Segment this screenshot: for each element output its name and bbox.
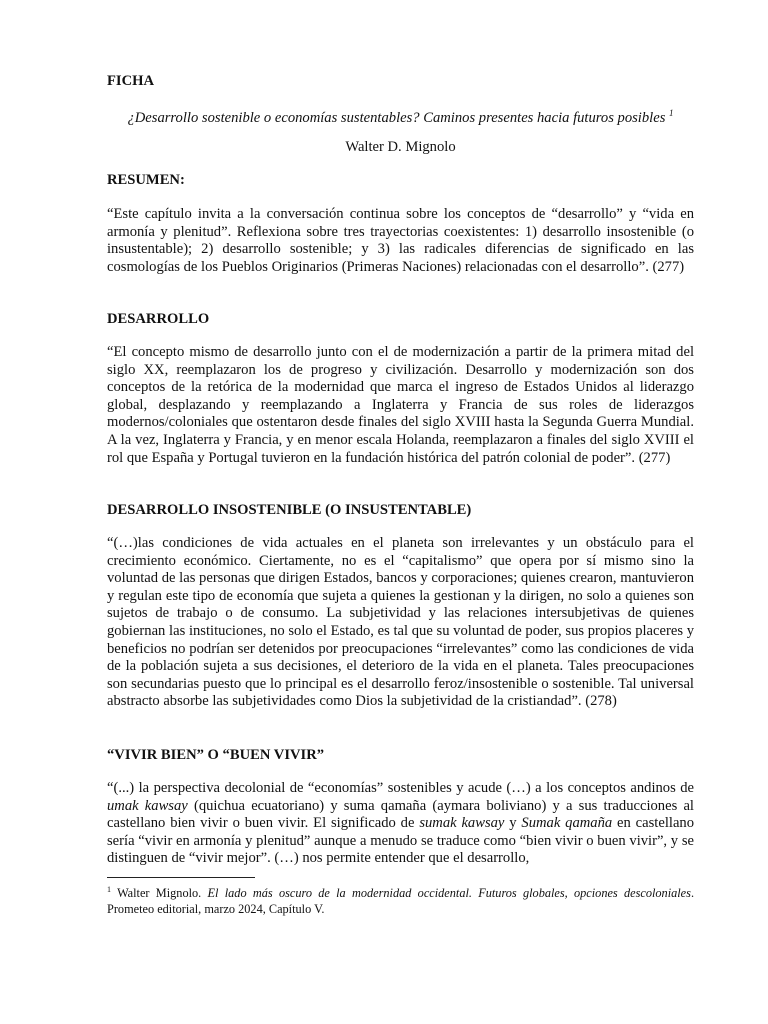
section-heading-resumen: RESUMEN: — [107, 172, 185, 188]
footnote-author: Walter Mignolo. — [117, 886, 202, 900]
body-text: “(...) la perspectiva decolonial de “economías” sostenibles y acude (…) a los conceptos andinos de — [107, 780, 694, 796]
body-term-italic: Sumak qamaña — [521, 815, 613, 832]
section-heading-insostenible: DESARROLLO INSOSTENIBLE (O INSUSTENTABLE) — [107, 502, 472, 518]
body-term-italic: sumak kawsay — [419, 815, 505, 832]
footnote-rest: . Prometeo editorial, marzo 2024, Capítulo V. — [107, 886, 695, 916]
document-label: FICHA — [107, 73, 155, 89]
section-body-insostenible: “(…)las condiciones de vida actuales en el planeta son irrelevantes y un obstáculo para el crecimiento económico. Ciertamente, no es el “capitalismo” que opera por sí mismo sino la voluntad de las personas que dirigen Estados, bancos y corporaciones; quienes crearon, mantuvieron y regulan este tipo de economía que sujeta a quienes la gestionan y la dirigen, no solo a quienes son sujetos de trabajo o de consumo. La subjetividad y las relaciones intersubjetivas de quienes gobiernan las instituciones, no solo el Estado, es tal que su voluntad de poder, sus propios placeres y beneficios no podrían ser detenidos por preocupaciones “irrelevantes” como las condiciones de vida de la población sujeta a sus decisiones, el deterioro de la vida en el planeta. Tales preocupaciones son secundarias puesto que lo principal es el desarrollo feroz/insostenible o sostenible. Tal universal abstracto absorbe las subjetividades como Dios la subjetividad de la cristiandad”. (278) — [107, 535, 694, 710]
section-body-vivir-bien — [107, 780, 694, 868]
document-author: Walter D. Mignolo — [345, 139, 456, 155]
footnote — [107, 882, 694, 917]
section-body-desarrollo: “El concepto mismo de desarrollo junto con el de modernización a partir de la primera mitad del siglo XX, reemplazaron los de progreso y civilización. Desarrollo y modernización son dos conceptos de la retórica de la modernidad que marca el ingreso de Estados Unidos al liderazgo global, desplazando y reemplazando a Inglaterra y Francia de sus roles de liderazgos modernos/coloniales que ostentaron desde finales del siglo XVIII hasta la Segunda Guerra Mundial. A la vez, Inglaterra y Francia, y en menor escala Holanda, reemplazaron a finales del siglo XVIII el rol que España y Portugal tuvieron en la fundación histórica del patrón colonial de poder”. (277) — [107, 344, 694, 466]
footnote-divider — [107, 877, 255, 878]
body-text: en castellano sería “vivir en armonía y plenitud” aunque a menudo se traduce como “bien vivir o buen vivir”, y se distinguen de “vivir mejor”. (…) nos permite entender que el desarrollo, — [107, 815, 695, 867]
body-text: (quichua ecuatoriano) y suma qamaña (aymara boliviano) y a sus traducciones al castellano bien vivir o buen vivir. El significado de — [107, 797, 694, 832]
footnote-reference: 1 — [669, 108, 674, 118]
body-text: y — [504, 815, 522, 832]
section-heading-desarrollo: DESARROLLO — [107, 311, 210, 327]
footnote-mark: 1 — [107, 885, 111, 894]
section-heading-vivir-bien: “VIVIR BIEN” O “BUEN VIVIR” — [107, 747, 325, 763]
section-body-resumen: “Este capítulo invita a la conversación continua sobre los conceptos de “desarrollo” y “vida en armonía y plenitud”. Reflexiona sobre tres trayectorias coexistentes: 1) desarrollo insostenible (o insustentable); 2) desarrollo sostenible; y 3) las radicales diferencias de significado en las cosmologías de los Pueblos Originarios (Primeras Naciones) relacionadas con el desarrollo”. (277) — [107, 206, 694, 275]
subtitle-text: ¿Desarrollo sostenible o economías sustentables? Caminos presentes hacia futuros posibles — [127, 110, 666, 126]
body-term-italic: umak kawsay — [107, 797, 188, 814]
footnote-work: El lado más oscuro de la modernidad occidental. Futuros globales, opciones descoloniales — [207, 886, 691, 900]
document-subtitle — [107, 104, 694, 127]
